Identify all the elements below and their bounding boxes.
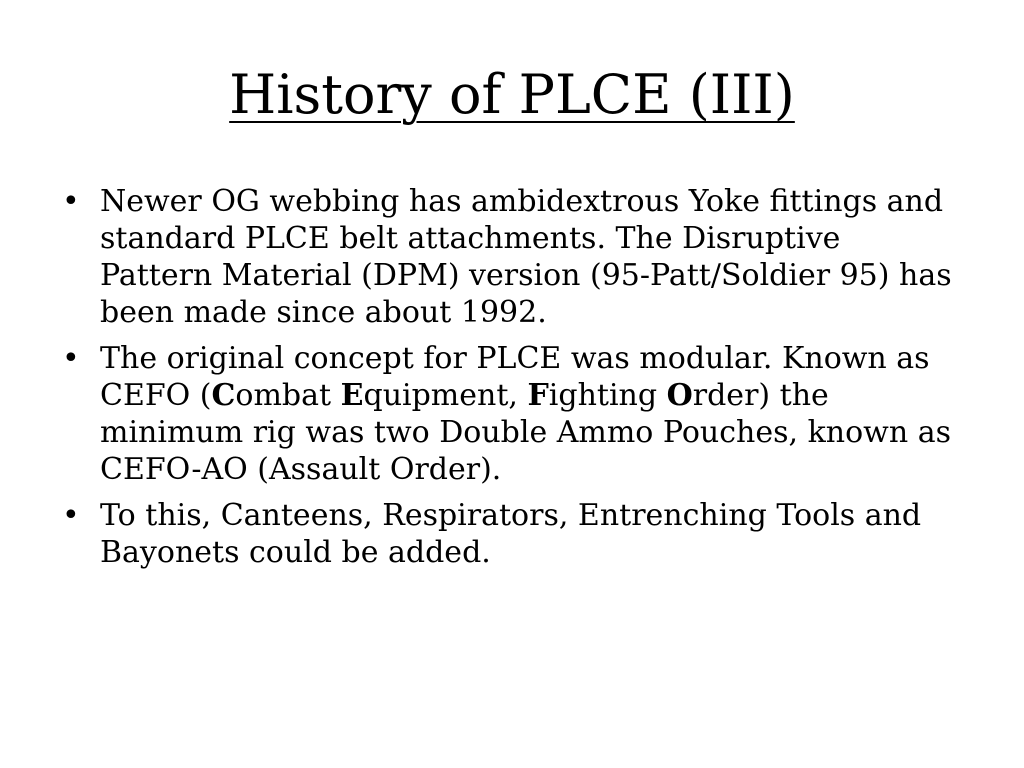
bullet-text-part: rder) the minimum rig was two Double Ammo Pouches, known as CEFO-AO (Assault Order). xyxy=(100,378,951,487)
bullet-dot-icon: • xyxy=(62,341,80,376)
bullet-item-3 xyxy=(62,497,962,571)
bullet-dot-icon: • xyxy=(62,498,80,533)
bullet-text-part: ighting xyxy=(548,378,667,413)
bullet-text-part: quipment, xyxy=(363,378,528,413)
acronym-letter-o: O xyxy=(666,378,693,413)
acronym-letter-c: C xyxy=(211,378,236,413)
bullet-text: To this, Canteens, Respirators, Entrenching Tools and Bayonets could be added. xyxy=(100,498,922,570)
bullet-dot-icon: • xyxy=(62,184,80,219)
bullet-text: Newer OG webbing has ambidextrous Yoke fittings and standard PLCE belt attachments. The Disruptive Pattern Material (DPM) version (95-Patt/Soldier 95) has been made since about 1992. xyxy=(100,184,952,330)
acronym-letter-f: F xyxy=(527,378,549,413)
acronym-letter-e: E xyxy=(340,378,364,413)
bullet-list xyxy=(62,183,962,580)
bullet-text-part: ombat xyxy=(235,378,341,413)
bullet-item-1 xyxy=(62,183,962,331)
bullet-text-part: The original concept for PLCE was modular. Known as CEFO ( xyxy=(100,341,930,413)
slide-title-text: History of PLCE (III) xyxy=(229,63,795,126)
slide-title xyxy=(0,62,1024,128)
bullet-text xyxy=(100,341,951,487)
bullet-item-2 xyxy=(62,340,962,488)
